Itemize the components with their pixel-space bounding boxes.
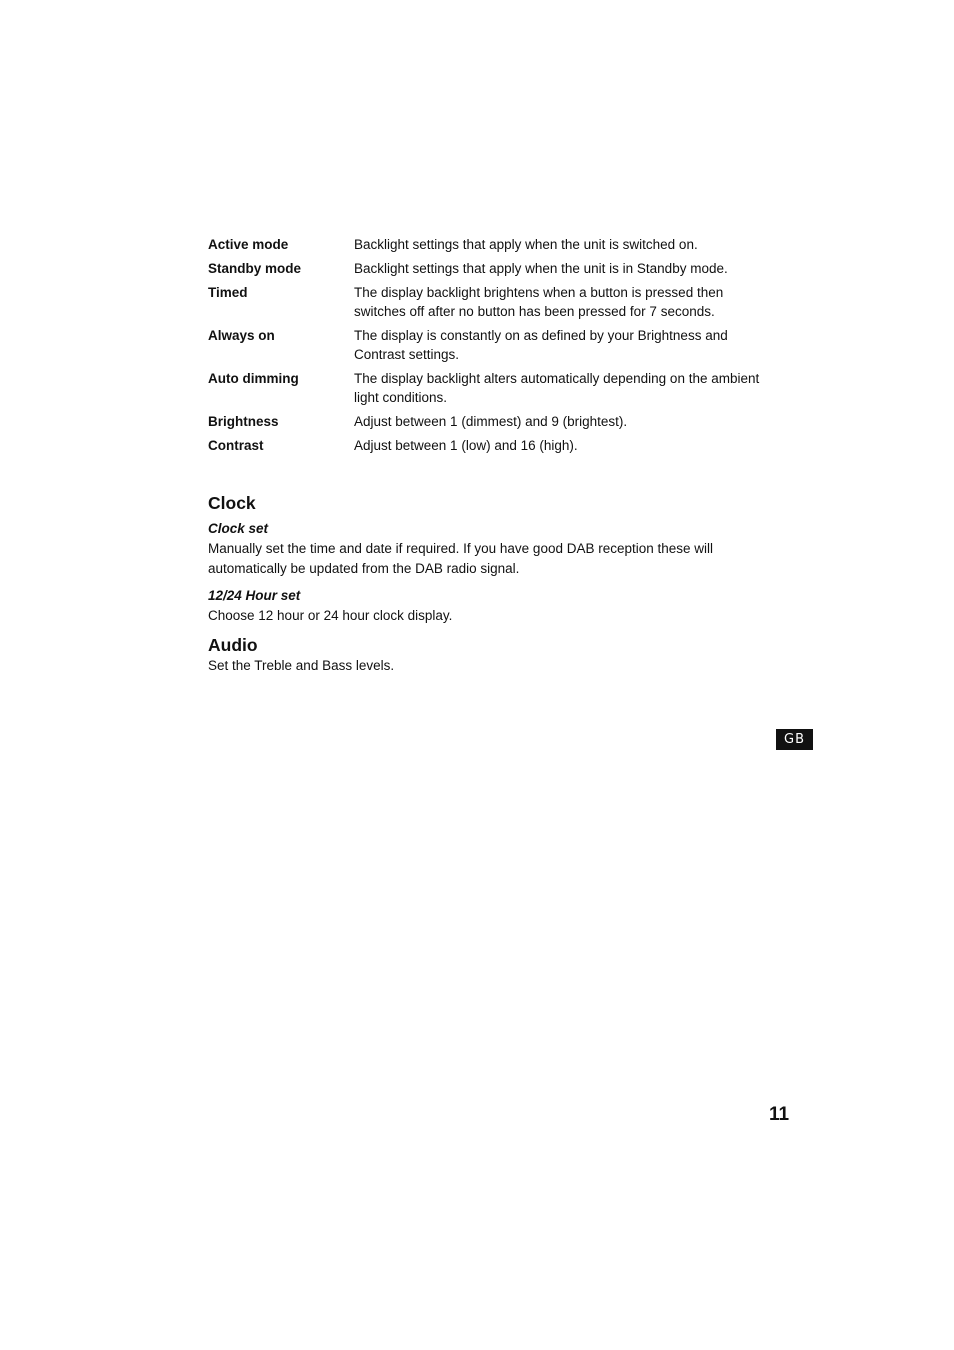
definition-term: Timed <box>208 285 248 300</box>
definition-row <box>208 283 778 321</box>
definition-description: Adjust between 1 (dimmest) and 9 (brightest). <box>354 414 628 429</box>
definition-term: Auto dimming <box>208 371 299 386</box>
audio-section <box>208 634 778 676</box>
definition-description: Backlight settings that apply when the unit is switched on. <box>354 237 698 252</box>
language-badge: GB <box>776 729 813 750</box>
definition-list <box>208 235 778 460</box>
clock-set-title: Clock set <box>208 521 269 536</box>
definition-term: Always on <box>208 328 275 343</box>
hour-set-text: Choose 12 hour or 24 hour clock display. <box>208 608 453 623</box>
definition-term: Standby mode <box>208 261 302 276</box>
audio-heading: Audio <box>208 635 258 655</box>
definition-description: The display backlight alters automatically depending on the ambient light conditions. <box>354 371 760 405</box>
hour-set-title: 12/24 Hour set <box>208 588 301 603</box>
definition-row <box>208 326 778 364</box>
definition-term: Contrast <box>208 438 264 453</box>
audio-text: Set the Treble and Bass levels. <box>208 658 395 673</box>
definition-row <box>208 412 778 431</box>
clock-section <box>208 492 778 626</box>
definition-row <box>208 369 778 407</box>
page-number: 11 <box>769 1104 790 1125</box>
definition-row <box>208 235 778 254</box>
definition-term: Brightness <box>208 414 279 429</box>
definition-description: Backlight settings that apply when the unit is in Standby mode. <box>354 261 728 276</box>
definition-term: Active mode <box>208 237 289 252</box>
definition-description: The display backlight brightens when a button is pressed then switches off after no button has been pressed for 7 seconds. <box>354 285 724 319</box>
definition-description: Adjust between 1 (low) and 16 (high). <box>354 438 578 453</box>
definition-row <box>208 436 778 455</box>
definition-description: The display is constantly on as defined by your Brightness and Contrast settings. <box>354 328 728 362</box>
clock-set-text: Manually set the time and date if required. If you have good DAB reception these will automatically be updated from the DAB radio signal. <box>208 541 714 576</box>
clock-heading: Clock <box>208 493 256 513</box>
definition-row <box>208 259 778 278</box>
